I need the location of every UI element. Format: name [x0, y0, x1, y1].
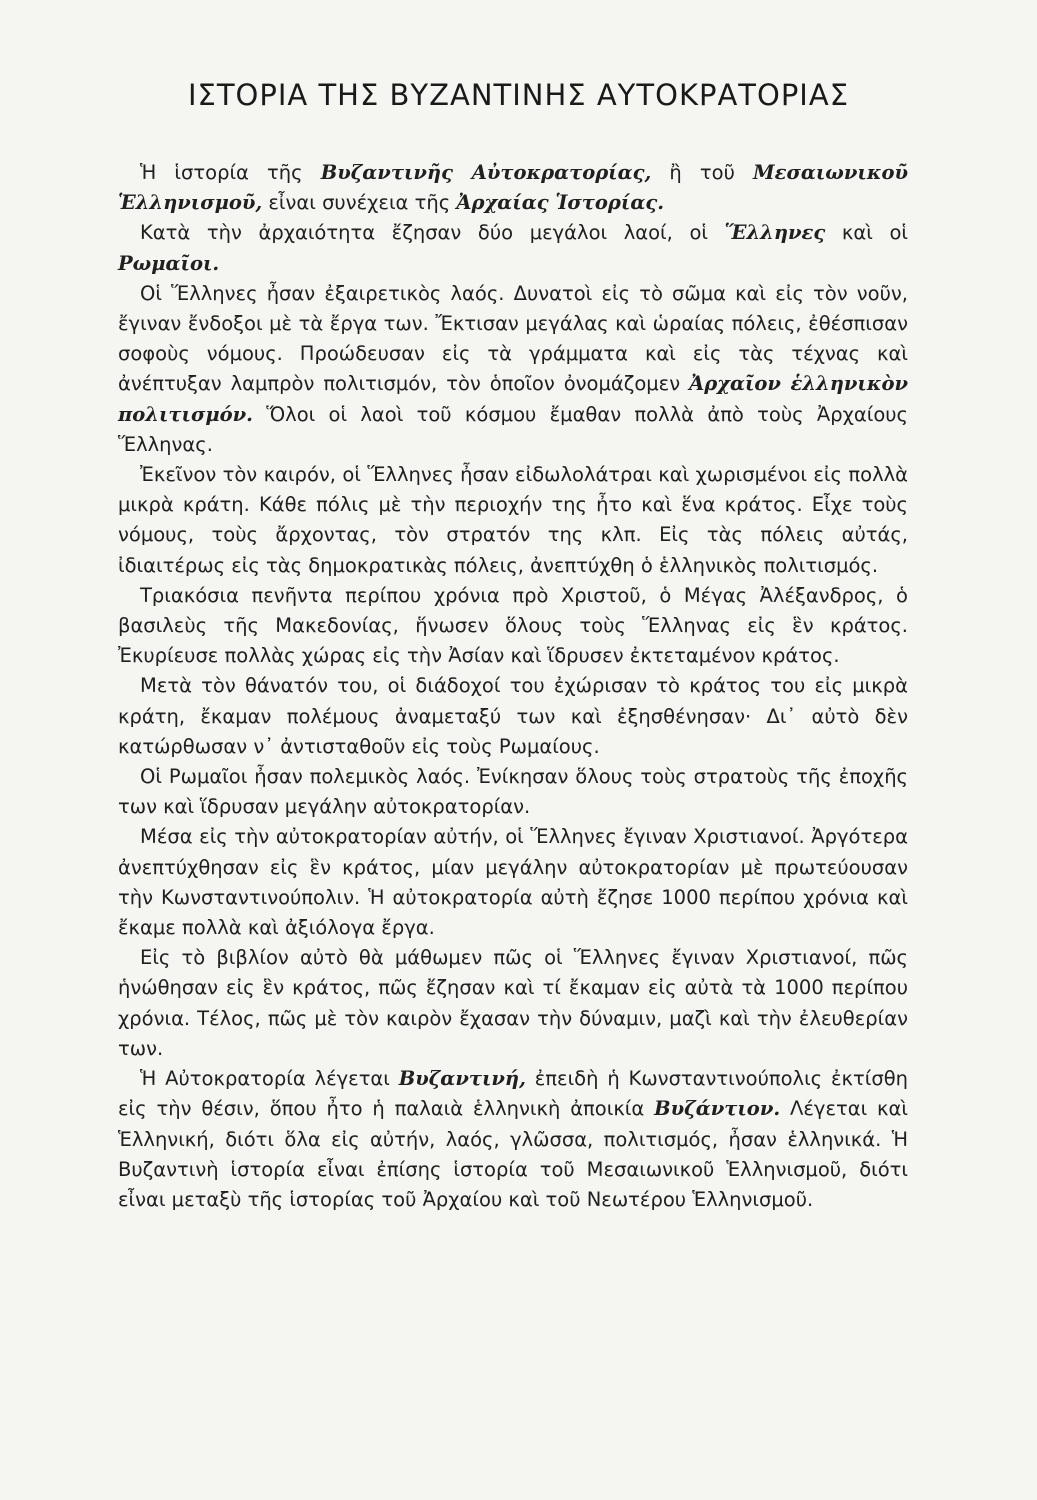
emphasis-ancient-greek-civilization: Ἀρχαῖον ἑλληνικὸν πολιτισμόν.	[118, 372, 909, 426]
text-run: Ἡ Αὐτοκρατορία λέγεται	[140, 1067, 399, 1091]
page-body	[118, 158, 908, 1215]
text-run: εἶναι συνέχεια τῆς	[262, 191, 457, 215]
text-run: Οἱ Ἕλληνες ἦσαν ἐξαιρετικὸς λαός. Δυνατοὶ εἰς τὸ σῶμα καὶ εἰς τὸν νοῦν, ἔγιναν ἔνδοξοι μὲ τὰ ἔργα των. Ἔκτισαν μεγάλας καὶ ὡραίας πόλεις, ἐθέσπισαν σοφοὺς νόμους. Προώδευσαν εἰς τὰ γράμματα καὶ εἰς τὰς τέχνας καὶ ἀνέπτυξαν λαμπρὸν πολιτισμόν, τὸν ὁποῖον ὀνομάζομεν	[118, 281, 908, 396]
text-run: Ὅλοι οἱ λαοὶ τοῦ κόσμου ἔμαθαν πολλὰ ἀπὸ τοὺς Ἀρχαίους Ἕλληνας.	[118, 402, 908, 456]
paragraph-4: Ἐκεῖνον τὸν καιρόν, οἱ Ἕλληνες ἦσαν εἰδωλολάτραι καὶ χωρισμένοι εἰς πολλὰ μικρὰ κράτη. Κάθε πόλις μὲ τὴν περιοχήν της ἦτο καὶ ἕνα κράτος. Εἶχε τοὺς νόμους, τοὺς ἄρχοντας, τὸν στρατόν της κλπ. Εἰς τὰς πόλεις αὐτάς, ἰδιαιτέρως εἰς τὰς δημοκρατικὰς πόλεις, ἀνεπτύχθη ὁ ἑλληνικὸς πολιτισμός.	[118, 463, 908, 577]
text-run: ἐπειδὴ ἡ Κωνσταντινούπολις ἐκτίσθη εἰς τὴν θέσιν, ὅπου ἦτο ἡ παλαιὰ ἑλληνικὴ ἀποικία	[118, 1067, 908, 1121]
page-title: ΙΣΤΟΡΙΑ ΤΗΣ ΒΥΖΑΝΤΙΝΗΣ ΑΥΤΟΚΡΑΤΟΡΙΑΣ	[187, 78, 850, 112]
paragraph-1	[118, 158, 908, 218]
emphasis-ancient-history: Ἀρχαίας Ἱστορίας.	[456, 191, 664, 215]
paragraph-8: Μέσα εἰς τὴν αὐτοκρατορίαν αὐτήν, οἱ Ἕλληνες ἔγιναν Χριστιανοί. Ἀργότερα ἀνεπτύχθησαν εἰς ἓν κράτος, μίαν μεγάλην αὐτοκρατορίαν μὲ πρωτεύουσαν τὴν Κωνσταντινούπολιν. Ἡ αὐτοκρατορία αὐτὴ ἔζησε 1000 περίπου χρόνια καὶ ἔκαμε πολλὰ καὶ ἀξιόλογα ἔργα.	[118, 825, 908, 940]
emphasis-byzantine-empire: Βυζαντινῆς Αὐτοκρατορίας,	[320, 161, 652, 184]
text-run: Ἡ ἱστορία τῆς	[140, 161, 321, 184]
paragraph-3	[118, 279, 908, 460]
emphasis-hellenes: Ἕλληνες	[724, 221, 826, 245]
emphasis-byzantion: Βυζάντιον.	[654, 1097, 781, 1121]
paragraph-10	[118, 1064, 908, 1215]
paragraph-6: Μετὰ τὸν θάνατόν του, οἱ διάδοχοί του ἐχώρισαν τὸ κράτος του εἰς μικρὰ κράτη, ἔκαμαν πολέμους ἀναμεταξύ των καὶ ἐξησθένησαν· Δι᾽ αὐτὸ δὲν κατώρθωσαν ν᾽ ἀντισταθοῦν εἰς τοὺς Ρωμαίους.	[118, 674, 908, 758]
paragraph-2	[118, 218, 908, 278]
emphasis-medieval-hellenism: Μεσαιωνικοῦ Ἑλληνισμοῦ,	[118, 161, 908, 215]
paragraph-7: Οἱ Ρωμαῖοι ἦσαν πολεμικὸς λαός. Ἐνίκησαν ὅλους τοὺς στρατοὺς τῆς ἐποχῆς των καὶ ἵδρυσαν μεγάλην αὐτοκρατορίαν.	[118, 765, 908, 819]
text-run: Κατὰ τὴν ἀρχαιότητα ἔζησαν δύο μεγάλοι λαοί, οἱ	[140, 221, 725, 245]
emphasis-byzantine: Βυζαντινή,	[398, 1067, 526, 1091]
paragraph-5: Τριακόσια πενῆντα περίπου χρόνια πρὸ Χριστοῦ, ὁ Μέγας Ἀλέξανδρος, ὁ βασιλεὺς τῆς Μακεδονίας, ἥνωσεν ὅλους τοὺς Ἕλληνας εἰς ἓν κράτος. Ἐκυρίευσε πολλὰς χώρας εἰς τὴν Ἀσίαν καὶ ἵδρυσεν ἐκτεταμένον κράτος.	[118, 583, 908, 668]
paragraph-9: Εἰς τὸ βιβλίον αὐτὸ θὰ μάθωμεν πῶς οἱ Ἕλληνες ἔγιναν Χριστιανοί, πῶς ἡνώθησαν εἰς ἓν κράτος, πῶς ἔζησαν καὶ τί ἔκαμαν εἰς αὐτὰ τὰ 1000 περίπου χρόνια. Τέλος, πῶς μὲ τὸν καιρὸν ἔχασαν τὴν δύναμιν, μαζὶ καὶ τὴν ἐλευθερίαν των.	[118, 946, 908, 1060]
emphasis-romans: Ρωμαῖοι.	[118, 251, 220, 275]
text-run: καὶ οἱ	[825, 221, 908, 245]
text-run: Λέγεται καὶ Ἑλληνική, διότι ὅλα εἰς αὐτήν, λαός, γλῶσσα, πολιτισμός, ἦσαν ἑλληνικά. Ἡ Βυζαντινὴ ἱστορία εἶναι ἐπίσης ἱστορία τοῦ Μεσαιωνικοῦ Ἑλληνισμοῦ, διότι εἶναι μεταξὺ τῆς ἱστορίας τοῦ Ἀρχαίου καὶ τοῦ Νεωτέρου Ἑλληνισμοῦ.	[118, 1097, 909, 1211]
text-run: ἢ τοῦ	[651, 161, 754, 184]
